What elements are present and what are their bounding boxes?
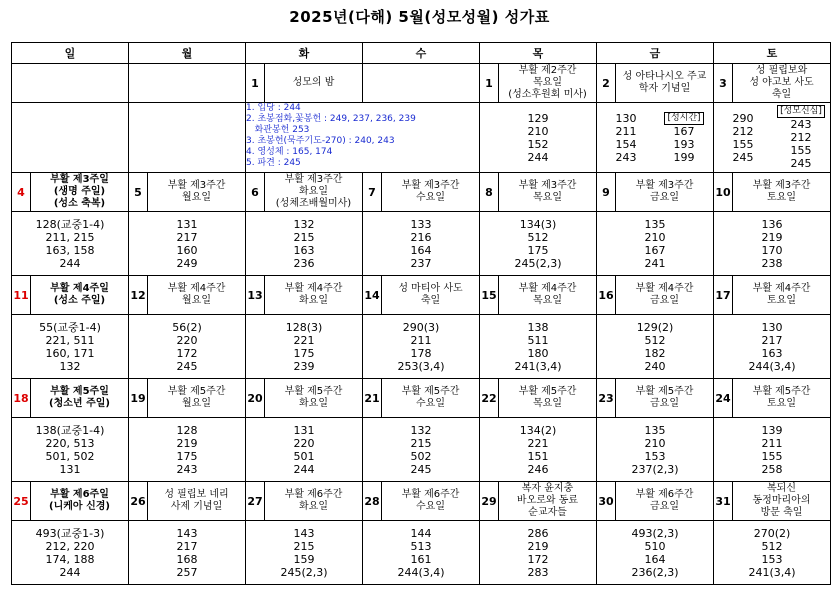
- day-cell-7: [363, 173, 480, 212]
- hymn-number: 290: [732, 111, 754, 125]
- hymn-cell-16: 129(2) 512 182 240: [597, 315, 714, 379]
- marian-devotion-label: [성모신심]: [777, 105, 825, 118]
- hymn-cell-4: 128(교중1-4) 211, 215 163, 158 244: [12, 212, 129, 276]
- day-number: 8: [480, 173, 499, 211]
- day-number: 16: [597, 276, 616, 314]
- day-label: 부활 제3주간 금요일: [635, 180, 694, 203]
- hymn-cell-24: 139 211 155 258: [714, 418, 831, 482]
- hymns-1-thu: [480, 103, 597, 173]
- day-cell-22: [480, 379, 597, 418]
- day-number: 30: [597, 482, 616, 520]
- day-label: 부활 제3주간 월요일: [167, 180, 226, 203]
- day-label: 부활 제3주간 목요일: [518, 180, 577, 203]
- hymn-cell-21: 132 215 502 245: [363, 418, 480, 482]
- weekday-wed: 수: [363, 43, 480, 64]
- hymn-number: 154: [615, 137, 637, 151]
- day-label: 성 아타나시오 주교 학자 기념일: [622, 71, 707, 94]
- day-label: 부활 제4주간 토요일: [752, 283, 811, 306]
- day-label: 성 필립보 네리 사제 기념일: [164, 489, 229, 512]
- hymn-number: 212: [732, 124, 754, 138]
- empty-wed-cell: [363, 64, 480, 103]
- hymn-cell-11: 55(교중1-4) 221, 511 160, 171 132: [12, 315, 129, 379]
- hymn-cell-18: 138(교중1-4) 220, 513 501, 502 131: [12, 418, 129, 482]
- day-label: 부활 제3주일 (생명 주일) (성소 축복): [50, 174, 109, 209]
- hymn-number: 244: [527, 150, 549, 164]
- hymn-cell-31: 270(2) 512 153 241(3,4): [714, 521, 831, 585]
- day-number: 29: [480, 482, 499, 520]
- hymn-list-line: 화관봉헌 253: [246, 125, 310, 135]
- day-cell-11: [12, 276, 129, 315]
- hymn-number: 130: [615, 111, 637, 125]
- holy-hour-label: [성시간]: [664, 112, 703, 125]
- hymn-number: 211: [615, 124, 637, 138]
- day-cell-13: [246, 276, 363, 315]
- day-cell-5: [129, 173, 246, 212]
- hymn-number: 243: [790, 118, 812, 131]
- day-number: 24: [714, 379, 733, 417]
- day-cell-14: [363, 276, 480, 315]
- hymn-cell-26: 143 217 168 257: [129, 521, 246, 585]
- day-label: 부활 제6주간 화요일: [284, 489, 343, 512]
- day-cell-2-fri: [597, 64, 714, 103]
- week-day-row: [12, 482, 831, 521]
- day-cell-18: [12, 379, 129, 418]
- week-day-row: [12, 173, 831, 212]
- hymn-schedule-table: [11, 42, 831, 585]
- day-number: 6: [246, 173, 265, 211]
- day-label: 부활 제5주일 (청소년 주일): [49, 386, 110, 409]
- day-number: 21: [363, 379, 382, 417]
- day-cell-25: [12, 482, 129, 521]
- hymn-number: 199: [673, 150, 695, 164]
- hymn-number: 155: [732, 137, 754, 151]
- hymn-cell-17: 130 217 163 244(3,4): [714, 315, 831, 379]
- day-cell-4: [12, 173, 129, 212]
- hymn-list-line: 4. 영성체 : 165, 174: [246, 147, 333, 157]
- hymn-number: 245: [790, 157, 812, 170]
- day-cell-27: [246, 482, 363, 521]
- day-cell-23: [597, 379, 714, 418]
- day-cell-28: [363, 482, 480, 521]
- day-label: 부활 제5주간 금요일: [635, 386, 694, 409]
- day-number: 2: [597, 64, 616, 102]
- hymn-number: 129: [527, 111, 549, 125]
- day-cell-26: [129, 482, 246, 521]
- hymn-cell-15: 138 511 180 241(3,4): [480, 315, 597, 379]
- hymn-number: 193: [673, 137, 695, 151]
- day-cell-6: [246, 173, 363, 212]
- day-label: 부활 제4주간 금요일: [635, 283, 694, 306]
- day-cell-16: [597, 276, 714, 315]
- day-cell-21: [363, 379, 480, 418]
- hymn-cell-12: 56(2) 220 172 245: [129, 315, 246, 379]
- hymn-list-line: 5. 파견 : 245: [246, 158, 301, 168]
- week-day-row: [12, 276, 831, 315]
- day-label: 부활 제6주간 수요일: [401, 489, 460, 512]
- day-number: 23: [597, 379, 616, 417]
- day-label: 성모의 밤: [292, 77, 335, 88]
- day-number: 1: [246, 64, 265, 102]
- weekday-sat: 토: [714, 43, 831, 64]
- day-cell-30: [597, 482, 714, 521]
- day-number: 12: [129, 276, 148, 314]
- day-cell-17: [714, 276, 831, 315]
- hymn-cell-7: 133 216 164 237: [363, 212, 480, 276]
- weekday-fri: 금: [597, 43, 714, 64]
- day-number: 31: [714, 482, 733, 520]
- weekday-header-row: [12, 43, 831, 64]
- hymn-list-line: 1. 입당 : 244: [246, 103, 301, 113]
- hymn-cell-8: 134(3) 512 175 245(2,3): [480, 212, 597, 276]
- day-label: 복자 윤지충 바오로와 동료 순교자들: [516, 483, 579, 518]
- day-number: 4: [12, 173, 31, 211]
- day-number: 3: [714, 64, 733, 102]
- week-hymn-row: [12, 521, 831, 585]
- hymn-number: 210: [527, 124, 549, 138]
- hymn-cell-6: 132 215 163 236: [246, 212, 363, 276]
- day-label: 부활 제3주간 화요일 (성체조배월미사): [275, 174, 352, 209]
- day-label: 부활 제4주간 목요일: [518, 283, 577, 306]
- marian-devotion-col: [772, 103, 830, 172]
- hymn-cell-9: 135 210 167 241: [597, 212, 714, 276]
- day-cell-24: [714, 379, 831, 418]
- week-day-row: [12, 379, 831, 418]
- day-number: 25: [12, 482, 31, 520]
- day-label: 부활 제6주간 금요일: [635, 489, 694, 512]
- hymns-3-sat: [714, 103, 831, 173]
- day-number: 19: [129, 379, 148, 417]
- day-cell-15: [480, 276, 597, 315]
- hymns-2-fri: [597, 103, 714, 173]
- hymn-cell-10: 136 219 170 238: [714, 212, 831, 276]
- day-number: 17: [714, 276, 733, 314]
- hymn-number: 155: [790, 144, 812, 157]
- hymn-cell-30: 493(2,3) 510 164 236(2,3): [597, 521, 714, 585]
- week-hymn-row: [12, 212, 831, 276]
- day-label: 복되신 동정마리아의 방문 축일: [752, 483, 811, 518]
- day-label: 부활 제3주간 토요일: [752, 180, 811, 203]
- day-label: 부활 제2주간 목요일 (성소후원회 미사): [508, 65, 587, 100]
- day-cell-20: [246, 379, 363, 418]
- hymn-cell-20: 131 220 501 244: [246, 418, 363, 482]
- weekday-sun: 일: [12, 43, 129, 64]
- hymn-number: 243: [615, 150, 637, 164]
- day-label: 부활 제5주간 월요일: [167, 386, 226, 409]
- hymn-number: 245: [732, 150, 754, 164]
- day-label: 부활 제4주일 (성소 주일): [50, 283, 109, 306]
- marian-night-hymn-list: [246, 103, 480, 173]
- day-label: 부활 제3주간 수요일: [401, 180, 460, 203]
- weekday-mon: 월: [129, 43, 246, 64]
- day-cell-29: [480, 482, 597, 521]
- day-number: 1: [480, 64, 499, 102]
- day-number: 27: [246, 482, 265, 520]
- day-number: 7: [363, 173, 382, 211]
- hymn-cell-19: 128 219 175 243: [129, 418, 246, 482]
- day-label: 부활 제5주간 수요일: [401, 386, 460, 409]
- hymn-cell-22: 134(2) 221 151 246: [480, 418, 597, 482]
- day-number: 13: [246, 276, 265, 314]
- day-cell-1-tue: [246, 64, 363, 103]
- hymn-cell-5: 131 217 160 249: [129, 212, 246, 276]
- hymn-cell-13: 128(3) 221 175 239: [246, 315, 363, 379]
- day-cell-8: [480, 173, 597, 212]
- week-hymn-row: [12, 418, 831, 482]
- day-cell-9: [597, 173, 714, 212]
- hymn-cell-25: 493(교중1-3) 212, 220 174, 188 244: [12, 521, 129, 585]
- hymn-number: 167: [673, 124, 695, 138]
- empty-sun-cell: [12, 64, 129, 103]
- weekday-tue: 화: [246, 43, 363, 64]
- day-cell-1-thu: [480, 64, 597, 103]
- day-label: 부활 제5주간 화요일: [284, 386, 343, 409]
- day-number: 5: [129, 173, 148, 211]
- page-title: 2025년(다해) 5월(성모성월) 성가표: [289, 8, 550, 26]
- day-cell-19: [129, 379, 246, 418]
- day-number: 18: [12, 379, 31, 417]
- hymn-list-line: 2. 초봉점화,꽃봉헌 : 249, 237, 236, 239: [246, 114, 416, 124]
- empty-hymn-mon: [129, 103, 246, 173]
- day-label: 부활 제5주간 토요일: [752, 386, 811, 409]
- hymn-cell-29: 286 219 172 283: [480, 521, 597, 585]
- day-label: 부활 제4주간 월요일: [167, 283, 226, 306]
- holy-hour-col: [655, 103, 713, 172]
- day-label: 부활 제6주일 (니케아 신경): [49, 489, 110, 512]
- day-number: 22: [480, 379, 499, 417]
- day-label: 성 필립보와 성 야고보 사도 축일: [749, 65, 814, 100]
- day-label: 성 마티아 사도 축일: [398, 283, 463, 306]
- day-cell-10: [714, 173, 831, 212]
- sat-hymn-col: [714, 103, 772, 172]
- hymn-list-line: 3. 초봉헌(묵주기도-270) : 240, 243: [246, 136, 395, 146]
- hymn-cell-28: 144 513 161 244(3,4): [363, 521, 480, 585]
- day-number: 26: [129, 482, 148, 520]
- hymn-cell-23: 135 210 153 237(2,3): [597, 418, 714, 482]
- day-cell-3-sat: [714, 64, 831, 103]
- hymn-cell-14: 290(3) 211 178 253(3,4): [363, 315, 480, 379]
- empty-hymn-sun: [12, 103, 129, 173]
- hymn-number: 212: [790, 131, 812, 144]
- day-number: 15: [480, 276, 499, 314]
- day-number: 10: [714, 173, 733, 211]
- day-number: 9: [597, 173, 616, 211]
- week-hymn-row: [12, 315, 831, 379]
- day-number: 11: [12, 276, 31, 314]
- weekday-thu: 목: [480, 43, 597, 64]
- day-label: 부활 제5주간 목요일: [518, 386, 577, 409]
- empty-mon-cell: [129, 64, 246, 103]
- day-label: 부활 제4주간 화요일: [284, 283, 343, 306]
- hymn-cell-27: 143 215 159 245(2,3): [246, 521, 363, 585]
- hymn-number: 152: [527, 137, 549, 151]
- day-number: 14: [363, 276, 382, 314]
- fri-hymn-col: [597, 103, 655, 172]
- week0-day-row: [12, 64, 831, 103]
- week0-hymn-row: [12, 103, 831, 173]
- day-number: 20: [246, 379, 265, 417]
- day-cell-31: [714, 482, 831, 521]
- day-cell-12: [129, 276, 246, 315]
- day-number: 28: [363, 482, 382, 520]
